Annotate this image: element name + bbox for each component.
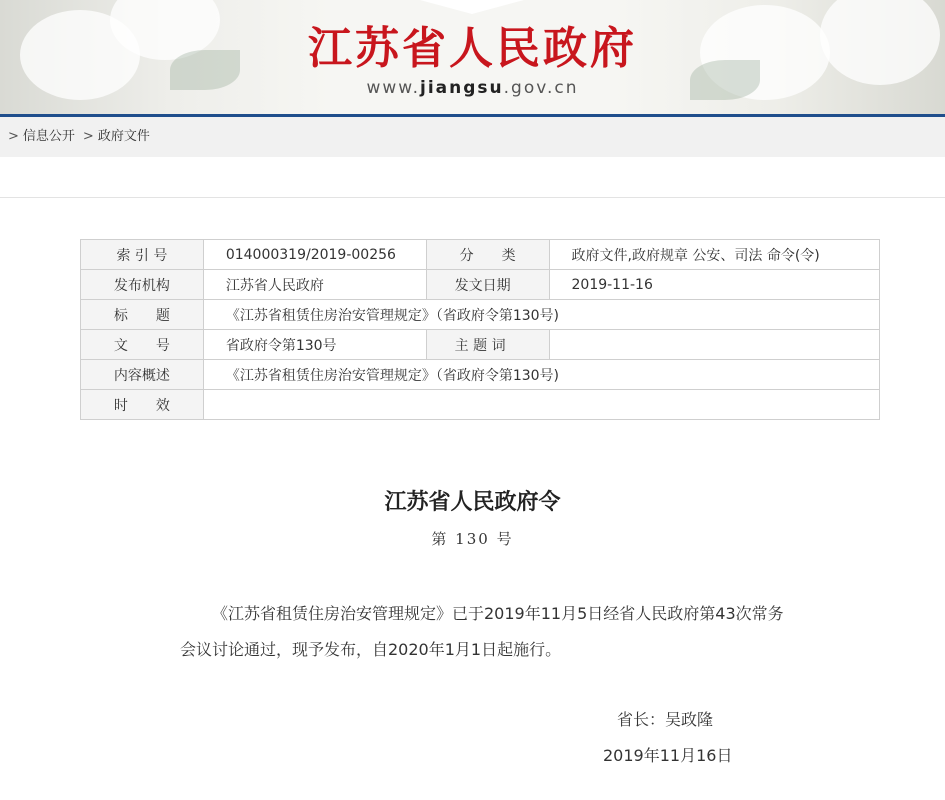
table-row	[81, 300, 880, 330]
summary-value: 《江苏省租赁住房治安管理规定》（省政府令第130号)	[203, 360, 879, 390]
table-row	[81, 240, 880, 270]
summary-label: 内容概述	[81, 360, 204, 390]
url-prefix: www.	[366, 78, 421, 98]
table-row	[81, 360, 880, 390]
url-suffix: .gov.cn	[503, 78, 579, 98]
doc-number-label: 文 号	[81, 330, 204, 360]
breadcrumb-separator: >	[8, 129, 19, 144]
document-body: 《江苏省租赁住房治安管理规定》已于2019年11月5日经省人民政府第43次常务会议讨论通过，现予发布，自2020年1月1日起施行。	[180, 604, 784, 659]
signature-date: 2019年11月16日	[603, 746, 733, 765]
issuer-label: 发布机构	[81, 270, 204, 300]
url-domain: jiangsu	[420, 78, 504, 98]
title-label: 标 题	[81, 300, 204, 330]
keywords-value	[549, 330, 880, 360]
site-url[interactable]	[0, 78, 945, 98]
keywords-label: 主 题 词	[426, 330, 549, 360]
document-info-table	[80, 239, 880, 420]
index-number-value: 014000319/2019-00256	[203, 240, 426, 270]
breadcrumb-gov-documents[interactable]: 政府文件	[97, 129, 150, 144]
section-divider	[0, 197, 945, 198]
issue-date-value: 2019-11-16	[549, 270, 880, 300]
banner-notch	[420, 0, 524, 14]
document-title: 江苏省人民政府令	[384, 489, 561, 515]
table-row	[81, 390, 880, 420]
issue-date-label: 发文日期	[426, 270, 549, 300]
breadcrumb	[0, 117, 945, 157]
category-label: 分 类	[426, 240, 549, 270]
breadcrumb-separator: >	[82, 129, 94, 144]
category-value: 政府文件,政府规章 公安、司法 命令(令)	[549, 240, 880, 270]
validity-label: 时 效	[81, 390, 204, 420]
site-title[interactable]: 江苏省人民政府	[308, 23, 637, 74]
index-number-label: 索 引 号	[81, 240, 204, 270]
document-number: 第 130 号	[431, 530, 514, 548]
signatory: 省长：吴政隆	[617, 710, 714, 729]
site-banner	[0, 0, 945, 114]
issuer-value: 江苏省人民政府	[203, 270, 426, 300]
validity-value	[203, 390, 879, 420]
breadcrumb-info-public[interactable]: 信息公开	[22, 129, 75, 144]
doc-number-value: 省政府令第130号	[203, 330, 426, 360]
title-value: 《江苏省租赁住房治安管理规定》（省政府令第130号)	[203, 300, 879, 330]
table-row	[81, 330, 880, 360]
table-row	[81, 270, 880, 300]
